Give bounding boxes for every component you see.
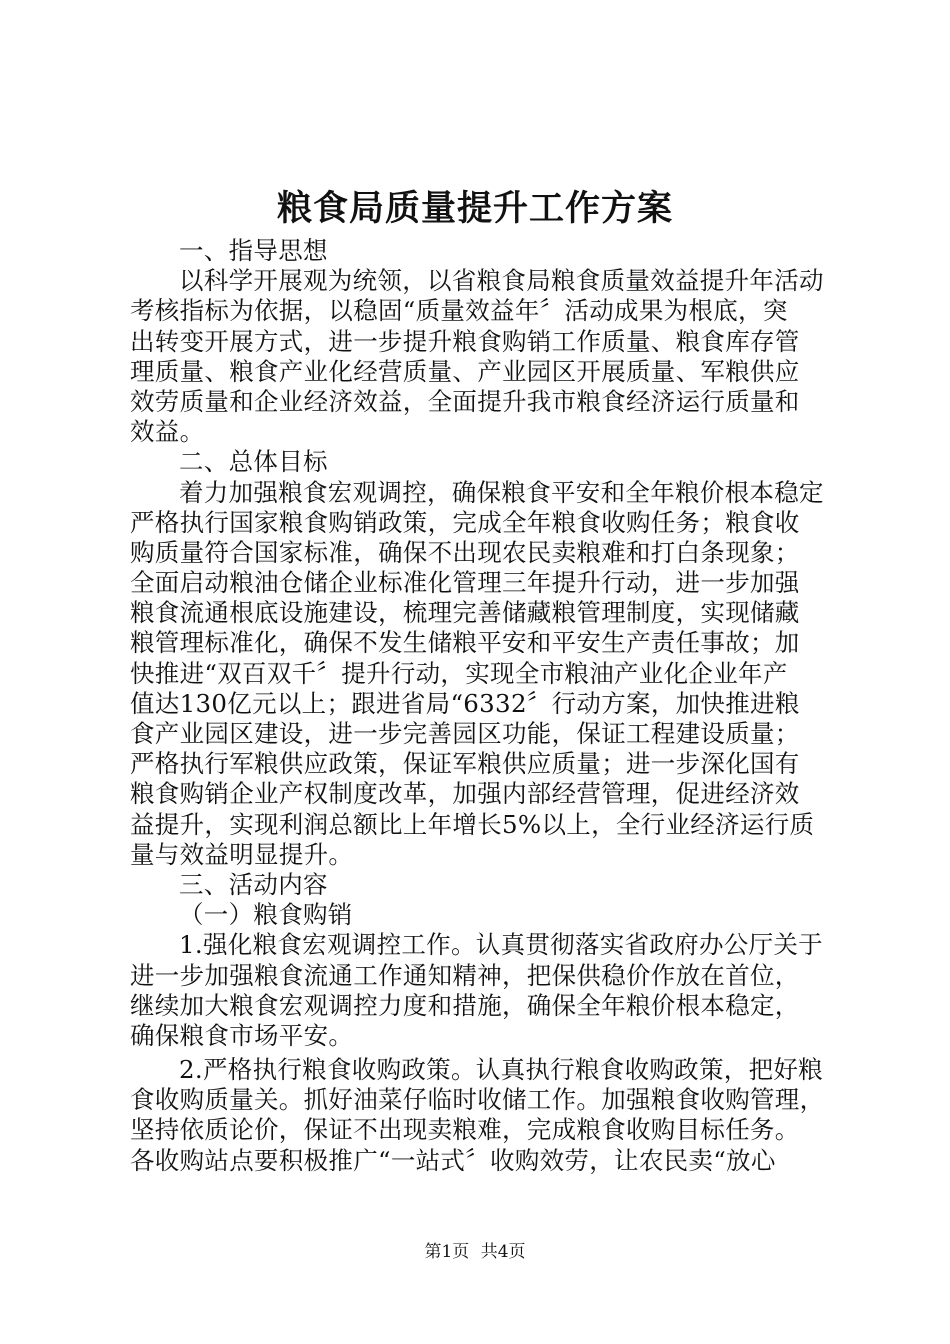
paragraph-line: 继续加大粮食宏观调控力度和措施，确保全年粮价根本稳定， [130,990,800,1020]
paragraph-line: 购质量符合国家标准，确保不出现农民卖粮难和打白条现象； [130,537,800,567]
paragraph-line: 2.严格执行粮食收购政策。认真执行粮食收购政策，把好粮 [179,1055,823,1085]
paragraph-line: 食收购质量关。抓好油菜仔临时收储工作。加强粮食收购管理， [130,1085,825,1115]
paragraph-line: 1.强化粮食宏观调控工作。认真贯彻落实省政府办公厅关于 [179,930,823,960]
paragraph-line: 粮食购销企业产权制度改革，加强内部经营管理，促进经济效 [130,779,800,809]
paragraph-line: 效益。 [130,417,205,447]
paragraph-line: 理质量、粮食产业化经营质量、产业园区开展质量、军粮供应 [130,356,800,386]
paragraph-line: 全面启动粮油仓储企业标准化管理三年提升行动，进一步加强 [130,568,800,598]
subsection-heading: （一）粮食购销 [179,900,353,930]
paragraph-line: 食产业园区建设，进一步完善园区功能，保证工程建设质量； [130,719,800,748]
page-total: 共4页 [480,1242,526,1262]
paragraph-line: 以科学开展观为统领，以省粮食局粮食质量效益提升年活动 [179,266,824,296]
document-body [130,236,835,1176]
paragraph-line: 出转变开展方式，进一步提升粮食购销工作质量、粮食库存管 [130,326,800,356]
paragraph-line: 各收购站点要积极推广“一站式〞收购效劳，让农民卖“放心 [130,1145,776,1175]
section-heading: 三、活动内容 [179,869,328,899]
paragraph-line: 快推进“双百双千〞提升行动，实现全市粮油产业化企业年产 [130,658,788,688]
paragraph-line: 值达130亿元以上；跟进省局“6332〞行动方案，加快推进粮 [130,688,800,718]
section-heading: 一、指导思想 [179,236,328,265]
paragraph-line: 着力加强粮食宏观调控，确保粮食平安和全年粮价根本稳定 [179,477,824,507]
page-footer [0,1240,950,1264]
paragraph-line: 确保粮食市场平安。 [130,1020,354,1050]
paragraph-line: 严格执行国家粮食购销政策，完成全年粮食收购任务；粮食收 [130,507,800,537]
paragraph-line: 粮食流通根底设施建设，梳理完善储藏粮管理制度，实现储藏 [130,598,800,628]
paragraph-line: 坚持依质论价，保证不出现卖粮难，完成粮食收购目标任务。 [130,1115,800,1145]
page-number: 第1页 [424,1242,470,1262]
document-title: 粮食局质量提升工作方案 [276,188,673,229]
section-heading: 二、总体目标 [179,447,328,477]
paragraph-line: 进一步加强粮食流通工作通知精神，把保供稳价作放在首位， [130,960,800,990]
paragraph-line: 粮管理标准化，确保不发生储粮平安和平安生产责任事故；加 [130,628,800,658]
paragraph-line: 效劳质量和企业经济效益，全面提升我市粮食经济运行质量和 [130,386,800,416]
paragraph-line: 量与效益明显提升。 [130,839,354,869]
paragraph-line: 严格执行军粮供应政策，保证军粮供应质量；进一步深化国有 [130,749,800,779]
paragraph-line: 益提升，实现利润总额比上年增长5%以上，全行业经济运行质 [130,809,815,839]
paragraph-line: 考核指标为依据，以稳固“质量效益年〞活动成果为根底，突 [130,296,788,326]
